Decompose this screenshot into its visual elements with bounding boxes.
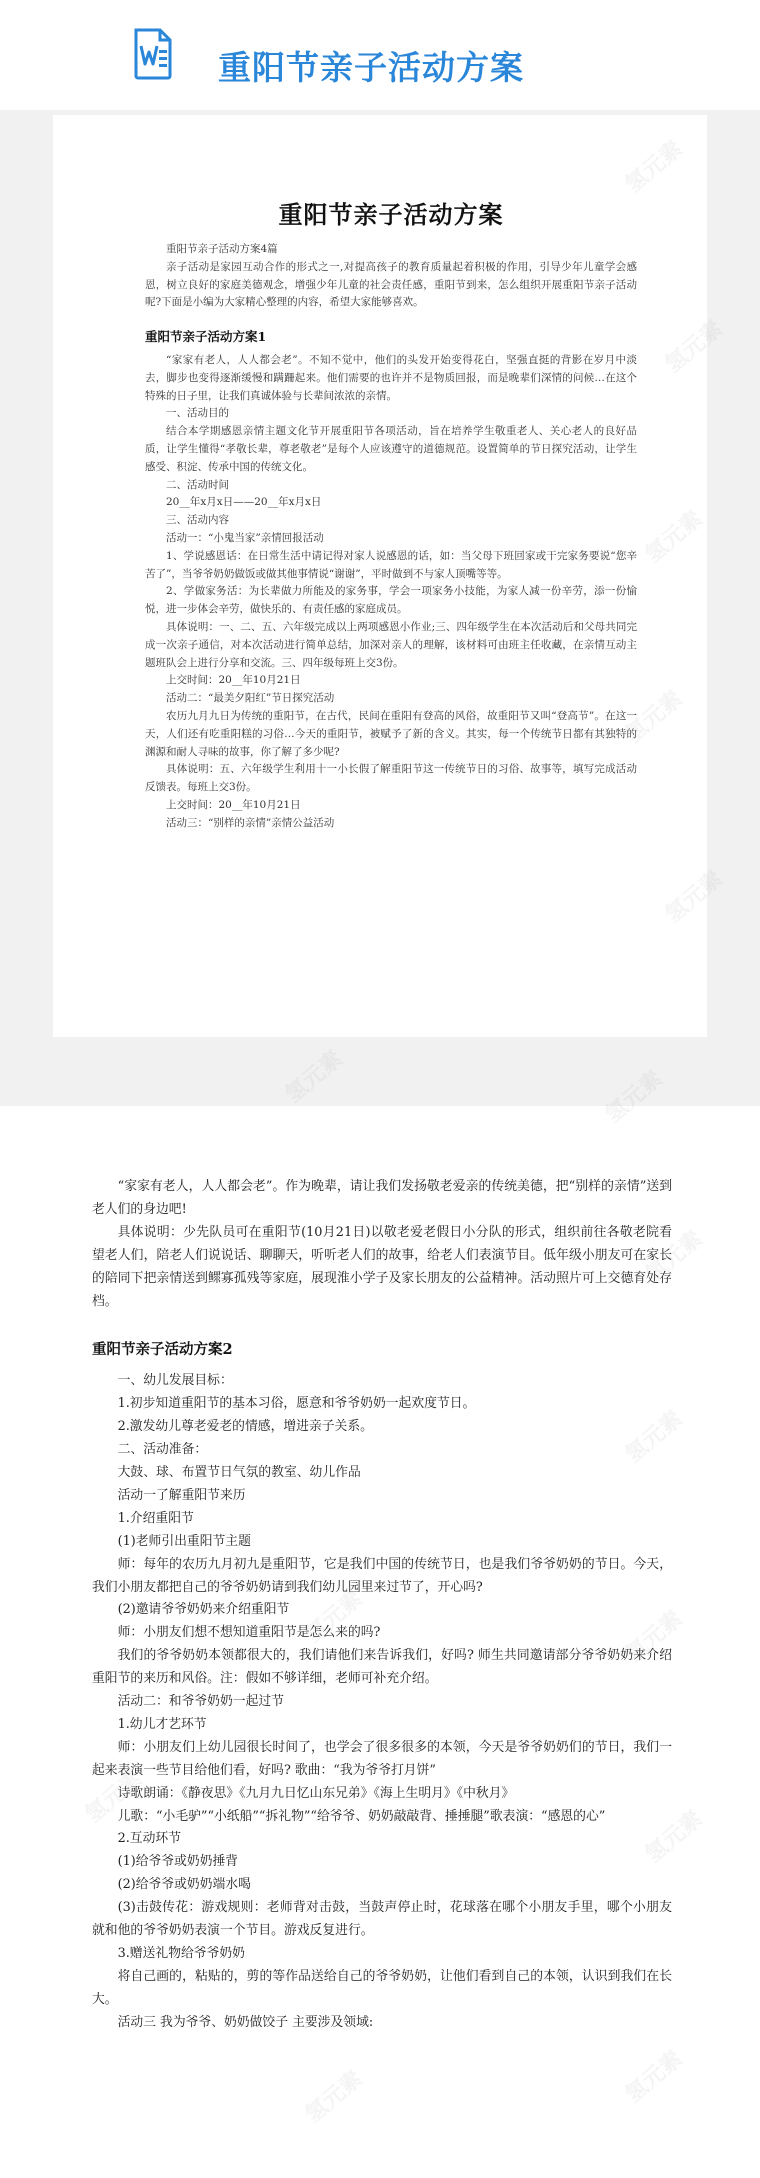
paragraph: “家家有老人，人人都会老”。不知不觉中，他们的头发开始变得花白，坚强直挺的背影在岁月中淡去，脚步也变得逐渐缓慢和蹒跚起来。他们需要的也许并不是物质回报，而是晚辈们深情的问候…在这个特殊的日子里，让我们真诚体验与长辈间浓浓的亲情。: [145, 353, 637, 402]
paragraph: 活动二：“最美夕阳红”节日探究活动: [166, 692, 335, 705]
paragraph: 将自己画的，粘贴的，剪的等作品送给自己的爷爷奶奶，让他们看到自己的本领，认识到我们在长大。: [92, 1968, 672, 2007]
paragraph: 农历九月九日为传统的重阳节，在古代，民间在重阳有登高的风俗，故重阳节又叫“登高节”。在这一天，人们还有吃重阳糕的习俗…今天的重阳节，被赋予了新的含义。其实，每一个传统节日都有其独特的渊源和耐人寻味的故事，你了解了多少呢?: [145, 709, 637, 758]
paragraph: 活动二：和爷爷奶奶一起过节: [117, 1694, 284, 1710]
paragraph: 师：小朋友们上幼儿园很长时间了，也学会了很多很多的本领，今天是爷爷奶奶们的节日，我们一起来表演一些节目给他们看，好吗? 歌曲：“我为爷爷打月饼”: [92, 1739, 672, 1778]
paragraph: 结合本学期感恩亲情主题文化节开展重阳节各项活动，旨在培养学生敬重老人、关心老人的良好品质，让学生懂得“孝敬长辈，尊老敬老”是每个人应该遵守的道德规范。设置简单的节日探究活动，让学生感受、积淀、传承中国的传统文化。: [145, 425, 637, 473]
paragraph: 上交时间：20__年10月21日: [166, 798, 301, 811]
paragraph: 1.幼儿才艺环节: [117, 1716, 207, 1732]
paragraph: 1.初步知道重阳节的基本习俗，愿意和爷爷奶奶一起欢度节日。: [117, 1396, 476, 1412]
paragraph: 活动三：“别样的亲情”亲情公益活动: [166, 816, 335, 829]
paragraph: 诗歌朗诵：《静夜思》《九月九日忆山东兄弟》《海上生明月》《中秋月》: [117, 1785, 515, 1801]
paragraph: 亲子活动是家园互动合作的形式之一,对提高孩子的教育质量起着积极的作用，引导少年儿童学会感恩，树立良好的家庭美德观念，增强少年儿童的社会责任感，重阳节到来，怎么组织开展重阳节亲子活动呢?下面是小编为大家精心整理的内容，希望大家能够喜欢。: [145, 260, 637, 309]
paragraph: 具体说明：少先队员可在重阳节(10月21日)以敬老爱老假日小分队的形式，组织前往各敬老院看望老人们，陪老人们说说话、聊聊天，听听老人们的故事，给老人们表演节目。低年级小朋友可在家长的陪同下把亲情送到鳏寡孤残等家庭，展现淮小学子及家长朋友的公益精神。活动照片可上交德育处存档。: [92, 1224, 672, 1309]
document-page-1: [53, 115, 707, 1037]
paragraph: 一、活动目的: [166, 407, 229, 420]
paragraph: 活动一了解重阳节来历: [117, 1487, 246, 1503]
watermark-text: 氢元素: [620, 2046, 688, 2108]
page-2-body: [92, 1176, 672, 2035]
paragraph: (2)邀请爷爷奶奶来介绍重阳节: [117, 1602, 290, 1618]
watermark-text: 氢元素: [640, 1806, 708, 1868]
paragraph: 2.互动环节: [117, 1831, 181, 1847]
watermark-text: 氢元素: [300, 1586, 368, 1648]
paragraph: 2.激发幼儿尊老爱老的情感，增进亲子关系。: [117, 1419, 373, 1435]
paragraph: 具体说明：五、六年级学生利用十一小长假了解重阳节这一传统节日的习俗、故事等，填写完成活动反馈表。每班上交3份。: [145, 763, 637, 794]
watermark-text: 氢元素: [640, 1226, 708, 1288]
paragraph: (1)老师引出重阳节主题: [117, 1533, 251, 1549]
paragraph: 活动一：“小鬼当家”亲情回报活动: [166, 531, 324, 544]
paragraph: (3)击鼓传花：游戏规则：老师背对击鼓，当鼓声停止时，花球落在哪个小朋友手里，哪个小朋友就和他的爷爷奶奶表演一个节目。游戏反复进行。: [92, 1900, 672, 1939]
paragraph: 大鼓、球、布置节日气氛的教室、幼儿作品: [117, 1464, 361, 1480]
paragraph: “家家有老人，人人都会老”。作为晚辈，请让我们发扬敬老爱亲的传统美德，把“别样的亲情”送到老人们的身边吧!: [92, 1179, 672, 1217]
paragraph: 师：每年的农历九月初九是重阳节，它是我们中国的传统节日，也是我们爷爷奶奶的节日。今天，我们小朋友都把自己的爷爷奶奶请到我们幼儿园里来过节了，开心吗?: [92, 1556, 672, 1595]
paragraph: 二、活动准备：: [117, 1442, 208, 1458]
paragraph: 一、幼儿发展目标：: [117, 1373, 233, 1389]
paragraph: 1、学说感恩话：在日常生活中请记得对家人说感恩的话，如：当父母下班回家或干完家务要说“您辛苦了”，当爷爷奶奶做饭或做其他事情说“谢谢”，平时做到不与家人顶嘴等等。: [145, 549, 637, 580]
paragraph: 20__年x月x日——20__年x月x日: [166, 496, 322, 509]
watermark-text: 氢元素: [300, 2066, 368, 2128]
paragraph: 3.赠送礼物给爷爷奶奶: [117, 1946, 245, 1961]
paragraph: 2、学做家务活：为长辈做力所能及的家务事，学会一项家务小技能，为家人减一份辛劳，添一份愉悦，进一步体会辛劳，做快乐的、有责任感的家庭成员。: [145, 585, 637, 616]
paragraph: 1.介绍重阳节: [117, 1510, 194, 1526]
paragraph: 二、活动时间: [166, 478, 229, 491]
section-heading: 重阳节亲子活动方案1: [145, 329, 267, 345]
paragraph: 上交时间：20__年10月21日: [166, 674, 301, 687]
paragraph: 活动三 我为爷爷、奶奶做饺子 主要涉及领域:: [117, 2014, 374, 2030]
paragraph: 儿歌：“小毛驴”“小纸船”“拆礼物”“给爷爷、奶奶敲敲背、捶捶腿”歌表演：“感恩的心”: [117, 1808, 606, 1824]
paragraph: (1)给爷爷或奶奶捶背: [117, 1854, 239, 1870]
paragraph: 我们的爷爷奶奶本领都很大的，我们请他们来告诉我们，好吗? 师生共同邀请部分爷爷奶奶来介绍重阳节的来历和风俗。注：假如不够详细，老师可补充介绍。: [92, 1648, 672, 1687]
header-title: 重阳节亲子活动方案: [218, 48, 524, 87]
word-document-icon: [132, 28, 174, 80]
paragraph: 具体说明：一、二、五、六年级完成以上两项感恩小作业;三、四年级学生在本次活动后和父母共同完成一次亲子通信，对本次活动进行简单总结，加深对亲人的理解，该材料可由班主任收藏，在亲情互动主题班队会上进行分享和交流。三、四年级每班上交3份。: [145, 620, 637, 669]
watermark-text: 氢元素: [620, 1406, 688, 1468]
paragraph: 师：小朋友们想不想知道重阳节是怎么来的吗?: [117, 1625, 381, 1641]
document-header: [0, 0, 760, 110]
watermark-text: 氢元素: [620, 1606, 688, 1668]
page-1-body: [145, 241, 637, 833]
paragraph: (2)给爷爷或奶奶端水喝: [117, 1877, 251, 1893]
paragraph: 三、活动内容: [166, 514, 229, 527]
section-heading: 重阳节亲子活动方案2: [92, 1341, 233, 1359]
paragraph: 重阳节亲子活动方案4篇: [166, 243, 278, 255]
watermark-text: 氢元素: [80, 1766, 148, 1828]
document-title: 重阳节亲子活动方案: [278, 200, 504, 229]
